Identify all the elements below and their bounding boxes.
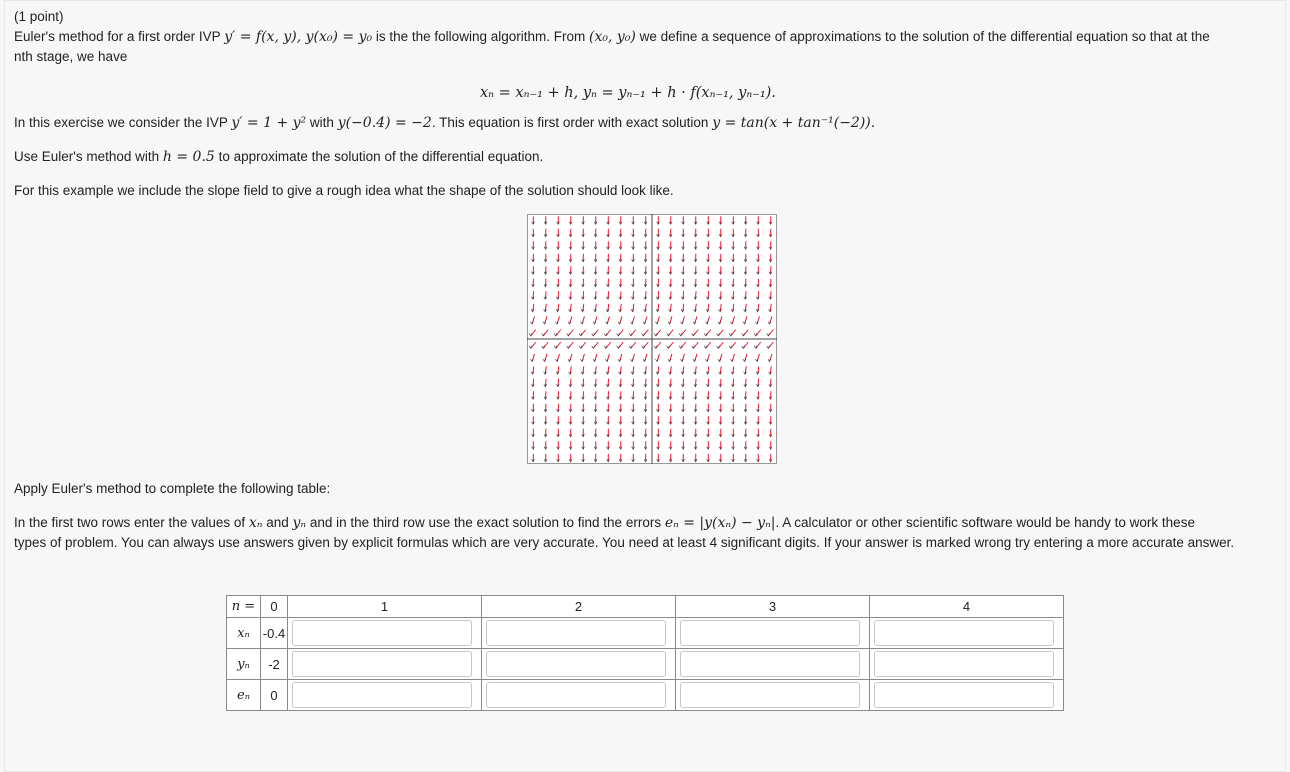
ivp-text: In this exercise we consider the IVP [14,115,228,130]
y3-input[interactable] [680,651,860,677]
instructions-text: types of problem. You can always use answers given by explicit formulas which are very accurate. You need at least 4 significant digits. If your answer is marked wrong try entering a more accurate answer. [14,535,1235,550]
yn-initial-value: -2 [261,649,288,680]
e1-input[interactable] [292,682,472,708]
yn-row [227,649,1064,680]
table-cell [482,649,676,680]
euler-table [226,595,1064,711]
step-text: to approximate the solution of the differential equation. [218,149,544,164]
error-formula-math: eₙ = |y(xₙ) − yₙ| [664,515,776,531]
en-row [227,680,1064,711]
ivp-general-math: y′ = f(x, y), y(x₀) = y₀ [224,29,373,45]
e2-input[interactable] [486,682,666,708]
table-cell [676,618,870,649]
step-paragraph [14,147,543,167]
table-cell [482,618,676,649]
row-label-en: eₙ [227,680,261,711]
table-cell [288,618,482,649]
x2-input[interactable] [486,620,666,646]
intro-text: nth stage, we have [14,49,128,64]
header-row [227,596,1064,618]
header-value: 3 [676,596,870,618]
header-value: 2 [482,596,676,618]
table-cell [870,680,1064,711]
en-initial-value: 0 [261,680,288,711]
header-label: n = [227,596,261,618]
e3-input[interactable] [680,682,860,708]
ivp-equation-math: y′ = 1 + y² [231,115,307,131]
yn-math: yₙ [292,515,307,531]
ivp-initial-condition-math: y(−0.4) = −2 [337,115,432,131]
xn-row [227,618,1064,649]
instructions-text: and in the third row use the exact solution to find the errors [309,515,662,530]
table-cell [676,680,870,711]
ivp-paragraph [14,113,875,133]
instructions-text: . A calculator or other scientific software would be handy to work these [775,515,1195,530]
euler-formula: xₙ = xₙ₋₁ + h, yₙ = yₙ₋₁ + h · f(xₙ₋₁, yₙ₋₁). [480,85,776,101]
table-cell [676,649,870,680]
xn-math: xₙ [248,515,263,531]
xn-initial-value: -0.4 [261,618,288,649]
table-cell [870,649,1064,680]
table-cell [870,618,1064,649]
initial-point-math: (x₀, y₀) [589,29,636,45]
intro-text: we define a sequence of approximations to the solution of the differential equation so that at the [639,29,1210,44]
intro-text: Euler's method for a first order IVP [14,29,221,44]
row-label-xn: xₙ [227,618,261,649]
y1-input[interactable] [292,651,472,677]
instructions-text: In the first two rows enter the values of [14,515,246,530]
table-cell [288,649,482,680]
exact-solution-math: y = tan(x + tan⁻¹(−2)). [712,115,876,131]
y2-input[interactable] [486,651,666,677]
header-value: 0 [261,596,288,618]
slope-field-paragraph: For this example we include the slope field to give a rough idea what the shape of the solution should look like. [14,183,674,198]
problem-container [4,0,1286,772]
x1-input[interactable] [292,620,472,646]
e4-input[interactable] [874,682,1054,708]
instructions-paragraph [14,513,1234,553]
table-cell [482,680,676,711]
header-value: 4 [870,596,1064,618]
x3-input[interactable] [680,620,860,646]
points-label: (1 point) [14,9,64,24]
table-cell [288,680,482,711]
y4-input[interactable] [874,651,1054,677]
row-label-yn: yₙ [227,649,261,680]
ivp-text: with [309,115,334,130]
apply-paragraph: Apply Euler's method to complete the following table: [14,481,331,496]
header-value: 1 [288,596,482,618]
intro-paragraph [14,27,1286,67]
x4-input[interactable] [874,620,1054,646]
step-size-math: h = 0.5 [162,149,215,165]
step-text: Use Euler's method with [14,149,160,164]
problem-content [14,7,1286,550]
slope-field-plot [527,214,777,464]
intro-text: is the the following algorithm. From [375,29,586,44]
instructions-text: and [266,515,289,530]
ivp-text: . This equation is first order with exact solution [431,115,709,130]
